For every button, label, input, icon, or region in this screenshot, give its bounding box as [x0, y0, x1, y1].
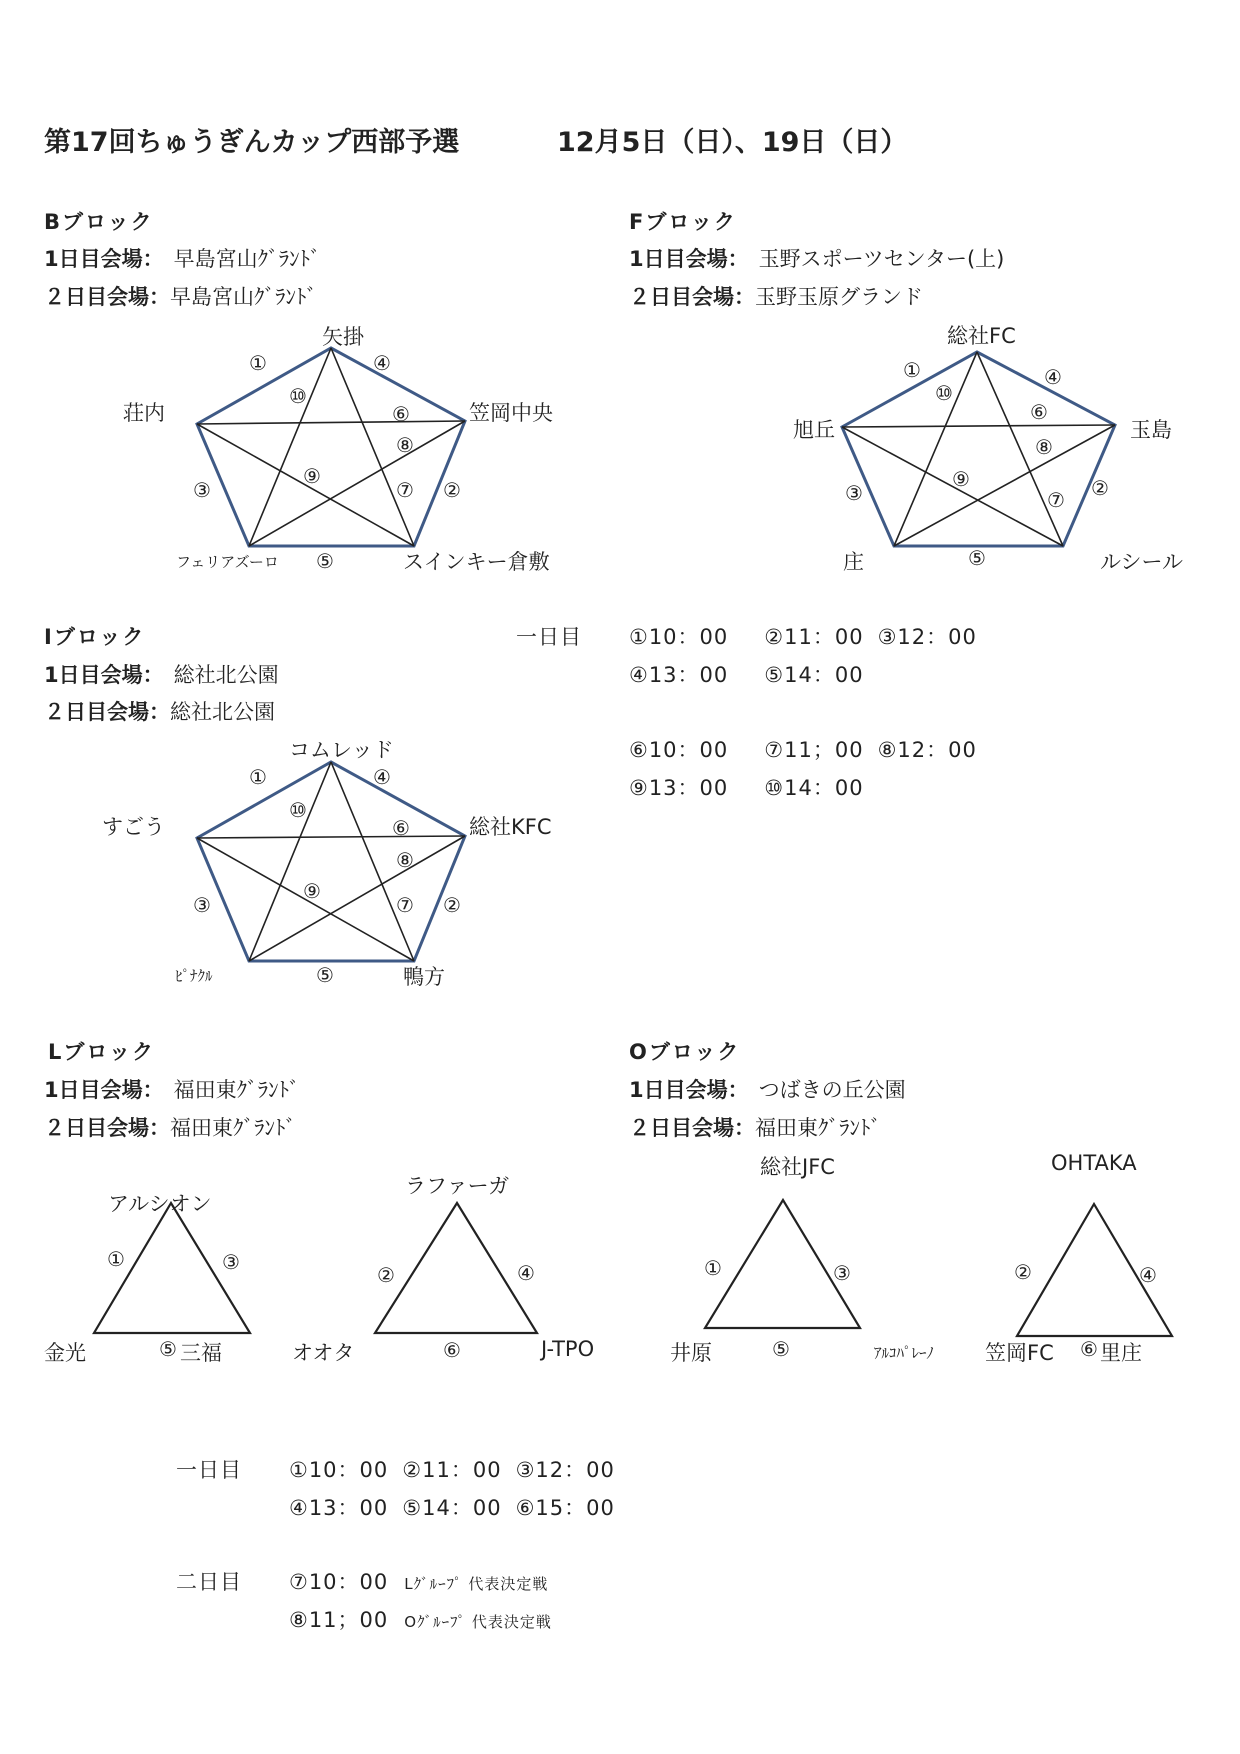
block-i-match-5: ⑤: [316, 963, 334, 987]
schedule-slot: ⑨13：00: [629, 776, 729, 800]
block-b-team-right: 笠岡中央: [469, 401, 553, 425]
block-l-group1-left: 金光: [44, 1341, 86, 1365]
block-o-day2-venue: 福田東ｸﾞﾗﾝﾄﾞ: [755, 1116, 881, 1140]
schedule-slot: ④13：00: [629, 663, 729, 687]
schedule-slot: ①10：00: [289, 1458, 389, 1482]
block-b-day1-label: 1日目会場：: [44, 247, 164, 271]
block-o-g1-match-1: ①: [704, 1256, 722, 1280]
schedule-slot: ⑧12：00: [877, 738, 977, 762]
block-f-day2-label: ２日目会場：: [629, 285, 755, 309]
block-o-g1-match-3: ③: [833, 1261, 851, 1285]
block-o-group2-top: OHTAKA: [1051, 1151, 1137, 1175]
block-b-match-6: ⑥: [392, 402, 410, 426]
schedule-slot: ⑧11；00: [289, 1608, 389, 1632]
block-f-match-6: ⑥: [1030, 400, 1048, 424]
block-f-day2-venue: 玉野玉原グランド: [755, 285, 923, 309]
block-i-day2-label: ２日目会場：: [44, 700, 170, 724]
schedule-slot: ①10：00: [629, 625, 729, 649]
block-f-match-3: ③: [845, 481, 863, 505]
block-i-day1-venue: 総社北公園: [173, 663, 279, 687]
block-b-match-2: ②: [443, 478, 461, 502]
block-l-g1-match-5: ⑤: [159, 1337, 177, 1361]
schedule-slot: ③12：00: [515, 1458, 615, 1482]
block-i-match-7: ⑦: [396, 893, 414, 917]
pentagon-schedule-day1-label: 一日目: [516, 625, 582, 649]
block-o-day1-venue: つばきの丘公園: [758, 1078, 906, 1102]
block-o-group1-top: 総社JFC: [760, 1155, 835, 1179]
block-i-team-top: コムレッド: [289, 738, 394, 762]
block-f-match-2: ②: [1091, 476, 1109, 500]
block-o-group2-left: 笠岡FC: [985, 1341, 1054, 1365]
block-b-match-7: ⑦: [396, 478, 414, 502]
block-i-match-10: ⑩: [289, 798, 307, 822]
block-b-match-10: ⑩: [289, 384, 307, 408]
schedule-note: Oｸﾞﾙｰﾌﾟ 代表決定戦: [404, 1613, 552, 1631]
block-f-team-right: 玉島: [1130, 418, 1172, 442]
block-o-group1-right: ｱﾙｺﾊﾟﾚｰﾉ: [874, 1344, 935, 1362]
triangle-schedule-line4: [289, 1604, 552, 1634]
schedule-slot: ⑤14：00: [764, 663, 864, 687]
block-b-day2-label: ２日目会場：: [44, 285, 170, 309]
block-f-match-10: ⑩: [935, 381, 953, 405]
schedule-slot: ⑥10：00: [629, 738, 729, 762]
block-b-match-9: ⑨: [303, 464, 321, 488]
schedule-slot: ④13：00: [289, 1496, 389, 1520]
block-i-name: Iブロック: [44, 625, 146, 649]
block-b-match-4: ④: [373, 351, 391, 375]
block-o-group1-left: 井原: [670, 1341, 712, 1365]
block-o-day1-label: 1日目会場：: [629, 1078, 749, 1102]
block-i-match-3: ③: [193, 893, 211, 917]
triangle-schedule-line2: [289, 1492, 615, 1522]
block-b-match-1: ①: [249, 351, 267, 375]
block-l-group2-right: J-TPO: [541, 1337, 595, 1361]
block-i-team-bottom-right: 鴨方: [403, 965, 445, 989]
block-b-team-bottom-left: フェリアズーロ: [176, 553, 279, 571]
block-l-group1-right: 三福: [180, 1341, 222, 1365]
block-f-day1-venue: 玉野スポーツセンター(上): [758, 247, 1005, 271]
block-f-day1-label: 1日目会場：: [629, 247, 749, 271]
block-i-day2-venue: 総社北公園: [170, 700, 275, 724]
schedule-slot: ③12：00: [877, 625, 977, 649]
block-l-day2-label: ２日目会場：: [44, 1116, 170, 1140]
block-l-group2-top: ラファーガ: [405, 1174, 510, 1198]
schedule-slot: ⑦11；00: [764, 738, 864, 762]
block-l-group2-left: オオタ: [292, 1341, 355, 1365]
block-l-g2-match-4: ④: [517, 1261, 535, 1285]
tournament-dates: 12月5日（日）、19日（日）: [557, 127, 908, 158]
block-f-match-4: ④: [1044, 365, 1062, 389]
triangle-schedule-line1: [289, 1454, 615, 1484]
block-o-g2-match-6: ⑥: [1080, 1337, 1098, 1361]
block-o-name: Oブロック: [629, 1040, 741, 1064]
block-f-match-5: ⑤: [968, 546, 986, 570]
block-i-match-1: ①: [249, 765, 267, 789]
block-i-team-bottom-left: ﾋﾟﾅｸﾙ: [175, 967, 213, 985]
block-l-day1-venue: 福田東ｸﾞﾗﾝﾄﾞ: [173, 1078, 300, 1102]
page-title: 第17回ちゅうぎんカップ西部予選: [44, 127, 460, 158]
block-b-match-8: ⑧: [396, 433, 414, 457]
block-f-match-8: ⑧: [1035, 435, 1053, 459]
block-b-match-3: ③: [193, 478, 211, 502]
block-f-name: Fブロック: [629, 210, 737, 234]
schedule-slot: ⑤14：00: [402, 1496, 502, 1520]
block-l-name: Lブロック: [48, 1040, 155, 1064]
block-i-match-4: ④: [373, 765, 391, 789]
block-b-day1-venue: 早島宮山ｸﾞﾗﾝﾄﾞ: [173, 247, 321, 271]
block-i-match-8: ⑧: [396, 848, 414, 872]
triangle-schedule-day2-label: 二日目: [176, 1570, 242, 1594]
block-f-team-left: 旭丘: [793, 418, 835, 442]
block-b-team-left: 荘内: [123, 401, 165, 425]
block-b-team-bottom-right: スインキー倉敷: [403, 550, 550, 574]
schedule-slot: ②11：00: [764, 625, 864, 649]
schedule-slot: ⑩14：00: [764, 776, 864, 800]
block-f-match-7: ⑦: [1047, 488, 1065, 512]
triangle-schedule-line3: [289, 1566, 548, 1596]
block-l-g1-match-1: ①: [107, 1247, 125, 1271]
block-l-g1-match-3: ③: [222, 1250, 240, 1274]
block-l-group1-top: アルシオン: [108, 1192, 212, 1216]
block-b-match-5: ⑤: [316, 549, 334, 573]
schedule-slot: ⑥15：00: [515, 1496, 615, 1520]
block-o-day2-label: ２日目会場：: [629, 1116, 755, 1140]
schedule-slot: ⑦10：00: [289, 1570, 389, 1594]
block-b-day2-venue: 早島宮山ｸﾞﾗﾝﾄﾞ: [170, 285, 317, 309]
block-f-team-top: 総社FC: [947, 324, 1016, 348]
block-i-match-9: ⑨: [303, 879, 321, 903]
block-l-day1-label: 1日目会場：: [44, 1078, 164, 1102]
block-o-g2-match-2: ②: [1014, 1260, 1032, 1284]
block-f-match-9: ⑨: [952, 467, 970, 491]
schedule-slot: ②11：00: [402, 1458, 502, 1482]
block-i-team-left: すごう: [102, 815, 165, 839]
block-l-g2-match-2: ②: [377, 1263, 395, 1287]
triangle-schedule-day1-label: 一日目: [176, 1458, 242, 1482]
block-i-match-6: ⑥: [392, 816, 410, 840]
block-f-team-bottom-left: 庄: [843, 550, 864, 574]
block-o-group2-right: 里庄: [1100, 1341, 1142, 1365]
block-i-match-2: ②: [443, 893, 461, 917]
block-b-name: Bブロック: [44, 210, 154, 234]
block-l-g2-match-6: ⑥: [443, 1338, 461, 1362]
block-f-team-bottom-right: ルシール: [1100, 550, 1184, 574]
block-l-day2-venue: 福田東ｸﾞﾗﾝﾄﾞ: [170, 1116, 296, 1140]
block-b-team-top: 矢掛: [322, 325, 364, 349]
block-f-match-1: ①: [903, 358, 921, 382]
block-o-g2-match-4: ④: [1139, 1263, 1157, 1287]
block-i-day1-label: 1日目会場：: [44, 663, 164, 687]
block-i-team-right: 総社KFC: [469, 815, 552, 839]
block-o-g1-match-5: ⑤: [772, 1337, 790, 1361]
schedule-note: Lｸﾞﾙｰﾌﾟ 代表決定戦: [404, 1575, 549, 1593]
